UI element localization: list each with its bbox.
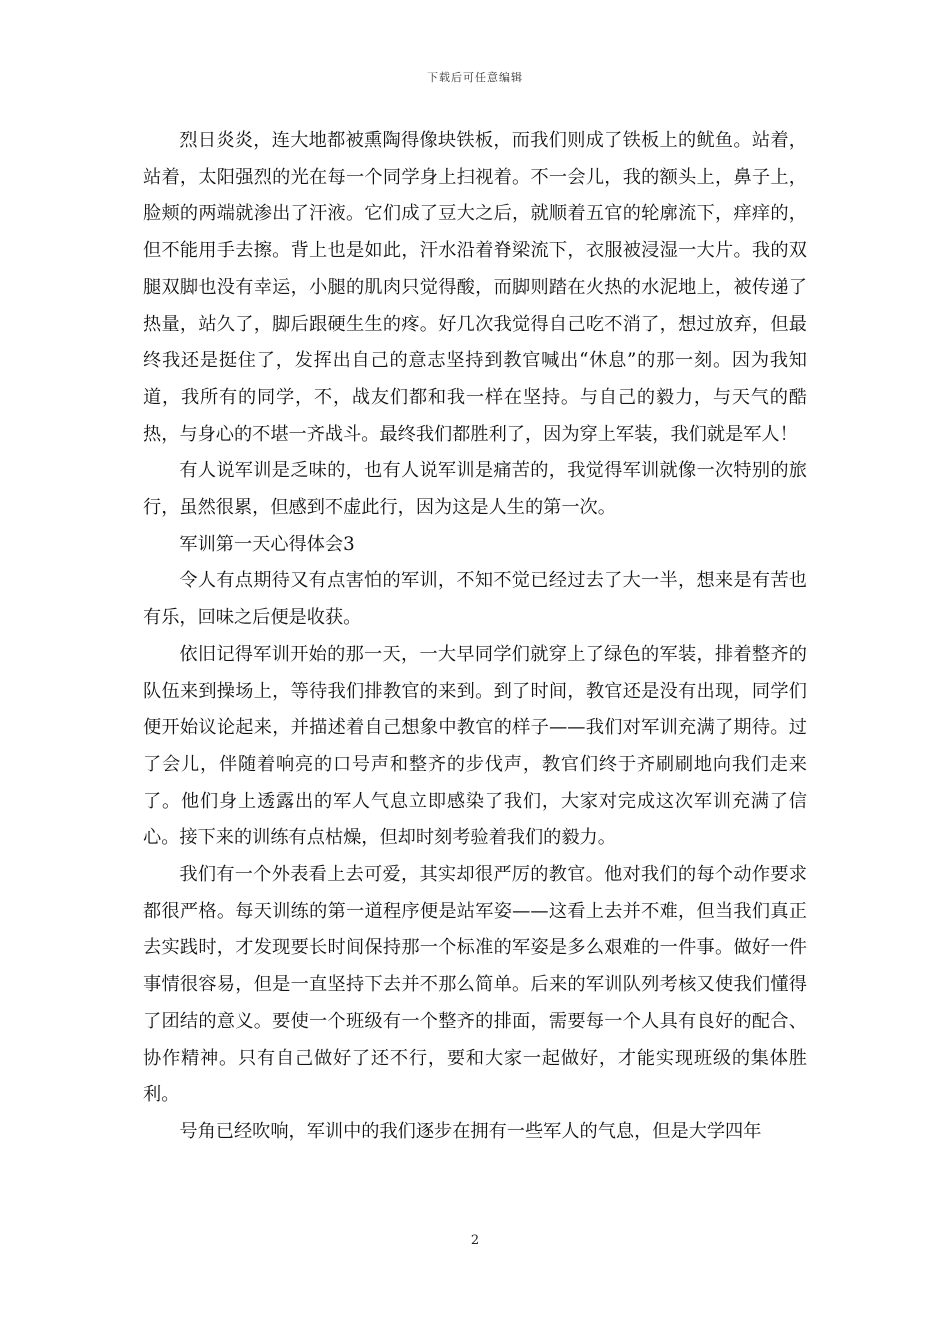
page-number: 2 — [470, 1233, 480, 1248]
paragraph: 有人说军训是乏味的，也有人说军训是痛苦的，我觉得军训就像一次特别的旅行，虽然很累，但感到不虚此行，因为这是人生的第一次。 — [143, 460, 807, 519]
section-heading: 军训第一天心得体会3 — [179, 533, 355, 555]
page-header: 下载后可任意编辑 — [427, 71, 523, 84]
document-body — [143, 123, 807, 1151]
paragraph: 令人有点期待又有点害怕的军训，不知不觉已经过去了大一半，想来是有苦也有乐，回味之后便是收获。 — [143, 570, 807, 629]
paragraph: 号角已经吹响，军训中的我们逐步在拥有一些军人的气息，但是大学四年 — [179, 1120, 762, 1142]
paragraph: 依旧记得军训开始的那一天，一大早同学们就穿上了绿色的军装，排着整齐的队伍来到操场上，等待我们排教官的来到。到了时间，教官还是没有出现，同学们便开始议论起来，并描述着自己想象中教官的样子——我们对军训充满了期待。过了会儿，伴随着响亮的口号声和整齐的步伐声，教官们终于齐刷刷地向我们走来了。他们身上透露出的军人气息立即感染了我们，大家对完成这次军训充满了信心。接下来的训练有点枯燥，但却时刻考验着我们的毅力。 — [143, 643, 807, 849]
paragraph: 我们有一个外表看上去可爱，其实却很严厉的教官。他对我们的每个动作要求都很严格。每天训练的第一道程序便是站军姿——这看上去并不难，但当我们真正去实践时，才发现要长时间保持那一个标准的军姿是多么艰难的一件事。做好一件事情很容易，但是一直坚持下去并不那么简单。后来的军训队列考核又使我们懂得了团结的意义。要使一个班级有一个整齐的排面，需要每一个人具有良好的配合、协作精神。只有自己做好了还不行，要和大家一起做好，才能实现班级的集体胜利。 — [143, 864, 807, 1106]
paragraph: 烈日炎炎，连大地都被熏陶得像块铁板，而我们则成了铁板上的鱿鱼。站着，站着，太阳强烈的光在每一个同学身上扫视着。不一会儿，我的额头上，鼻子上，脸颊的两端就渗出了汗液。它们成了豆大之后，就顺着五官的轮廓流下，痒痒的，但不能用手去擦。背上也是如此，汗水沿着脊梁流下，衣服被浸湿一大片。我的双腿双脚也没有幸运，小腿的肌肉只觉得酸，而脚则踏在火热的水泥地上，被传递了热量，站久了，脚后跟硬生生的疼。好几次我觉得自己吃不消了，想过放弃，但最终我还是挺住了，发挥出自己的意志坚持到教官喊出“休息”的那一刻。因为我知道，我所有的同学，不，战友们都和我一样在坚持。与自己的毅力，与天气的酷热，与身心的不堪一齐战斗。最终我们都胜利了，因为穿上军装，我们就是军人！ — [143, 130, 807, 445]
